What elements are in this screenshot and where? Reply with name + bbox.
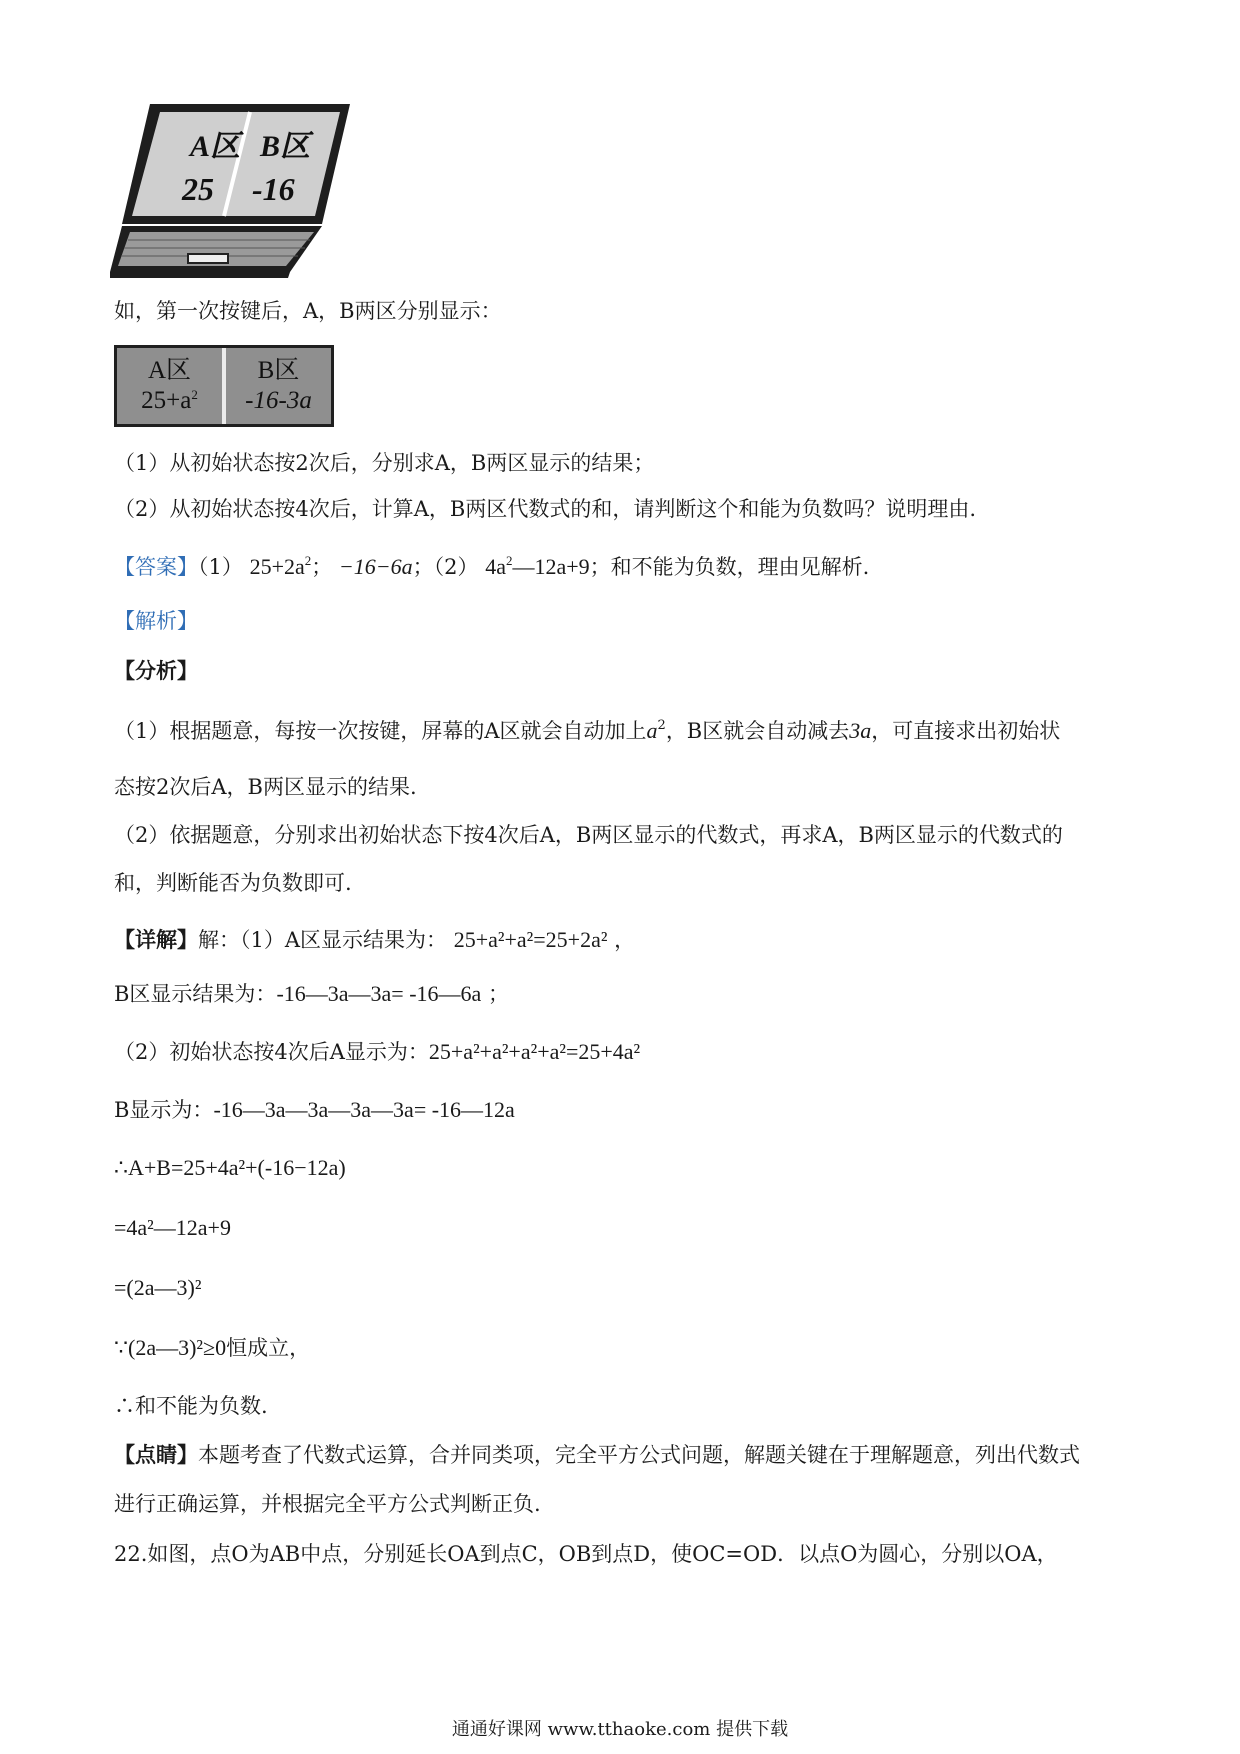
strip-a-expr: $25+a^2$ <box>141 387 198 414</box>
laptop-a-label: A区 <box>190 130 241 163</box>
detail-tag: 【详解】 <box>114 927 198 952</box>
question-22: 22.如图，点O为AB中点，分别延长OA到点C，OB到点D，使OC=OD．以点O为圆心，分别以OA， <box>114 1542 1058 1566</box>
detail-line-1: 【详解】解：（1）A区显示结果为： 25+a²+a²=25+2a² ， <box>114 927 636 952</box>
laptop-b-label: B区 <box>260 130 311 163</box>
answer-sum: $4a^2—12a+9$ <box>485 553 590 579</box>
dianjing-line-2: 进行正确运算，并根据完全平方公式判断正负. <box>114 1492 541 1516</box>
dianjing-line-1: 【点睛】本题考查了代数式运算，合并同类项，完全平方公式问题，解题关键在于理解题意，列出代数式 <box>114 1442 1080 1467</box>
detail-line-3: （2）初始状态按4次后A显示为：25+a²+a²+a²+a²=25+4a² <box>114 1039 641 1064</box>
detail-line-7: =(2a—3)² <box>114 1275 202 1300</box>
dianjing-tag: 【点睛】 <box>114 1442 198 1467</box>
laptop-b-value: -16 <box>252 171 295 207</box>
strip-b-label: B区 <box>257 357 300 384</box>
page-footer: 通通好课网 www.tthaoke.com 提供下载 <box>451 1719 789 1740</box>
detail-line-9: ∴和不能为负数. <box>114 1394 268 1418</box>
strip-a-label: A区 <box>147 357 192 384</box>
answer-a1: $25+2a^2$ <box>249 553 312 579</box>
intro-line: 如，第一次按键后，A，B两区分别显示： <box>114 299 502 323</box>
question-2: （2）从初始状态按4次后，计算A，B两区代数式的和，请判断这个和能为负数吗？说明理由. <box>114 497 976 521</box>
fenxi-line-3: （2）依据题意，分别求出初始状态下按4次后A，B两区显示的代数式，再求A，B两区显示的代数式的 <box>114 823 1063 847</box>
question-1: （1）从初始状态按2次后，分别求A，B两区显示的结果； <box>114 451 655 475</box>
answer-b1: −16−6a <box>338 554 413 579</box>
detail-line-8: ∵(2a—3)²≥0恒成立， <box>114 1335 311 1360</box>
detail-line-4: B显示为：-16—3a—3a—3a—3a= -16—12a <box>114 1097 515 1122</box>
fenxi-line-4: 和，判断能否为负数即可. <box>114 871 352 895</box>
detail-line-5: ∴A+B=25+4a²+(-16−12a) <box>114 1155 346 1180</box>
detail-line-2: B区显示结果为：-16—3a—3a= -16—6a ； <box>114 981 509 1006</box>
detail-line-6: =4a²—12a+9 <box>114 1215 231 1240</box>
strip-a-zone <box>117 348 222 424</box>
laptop-figure <box>110 96 360 286</box>
answer-tag: 【答案】 <box>114 555 198 579</box>
fenxi-tag: 【分析】 <box>114 658 198 683</box>
answer-line: 【答案】（1） $25+2a^2$； −16−6a；（2） $4a^2—12a+9$；和不能为负数，理由见解析. <box>114 553 870 579</box>
strip-b-zone <box>226 348 331 424</box>
analysis-tag: 【解析】 <box>114 609 198 633</box>
fenxi-line-1: （1）根据题意，每按一次按键，屏幕的A区就会自动加上$a^2$，B区就会自动减去3a，可直接求出初始状 <box>114 718 1061 743</box>
laptop-illustration <box>110 96 360 286</box>
strip-b-expr: -16-3a <box>245 387 312 414</box>
display-strip <box>114 345 334 427</box>
fenxi-line-2: 态按2次后A，B两区显示的结果. <box>114 775 417 799</box>
laptop-a-value: 25 <box>182 171 214 207</box>
